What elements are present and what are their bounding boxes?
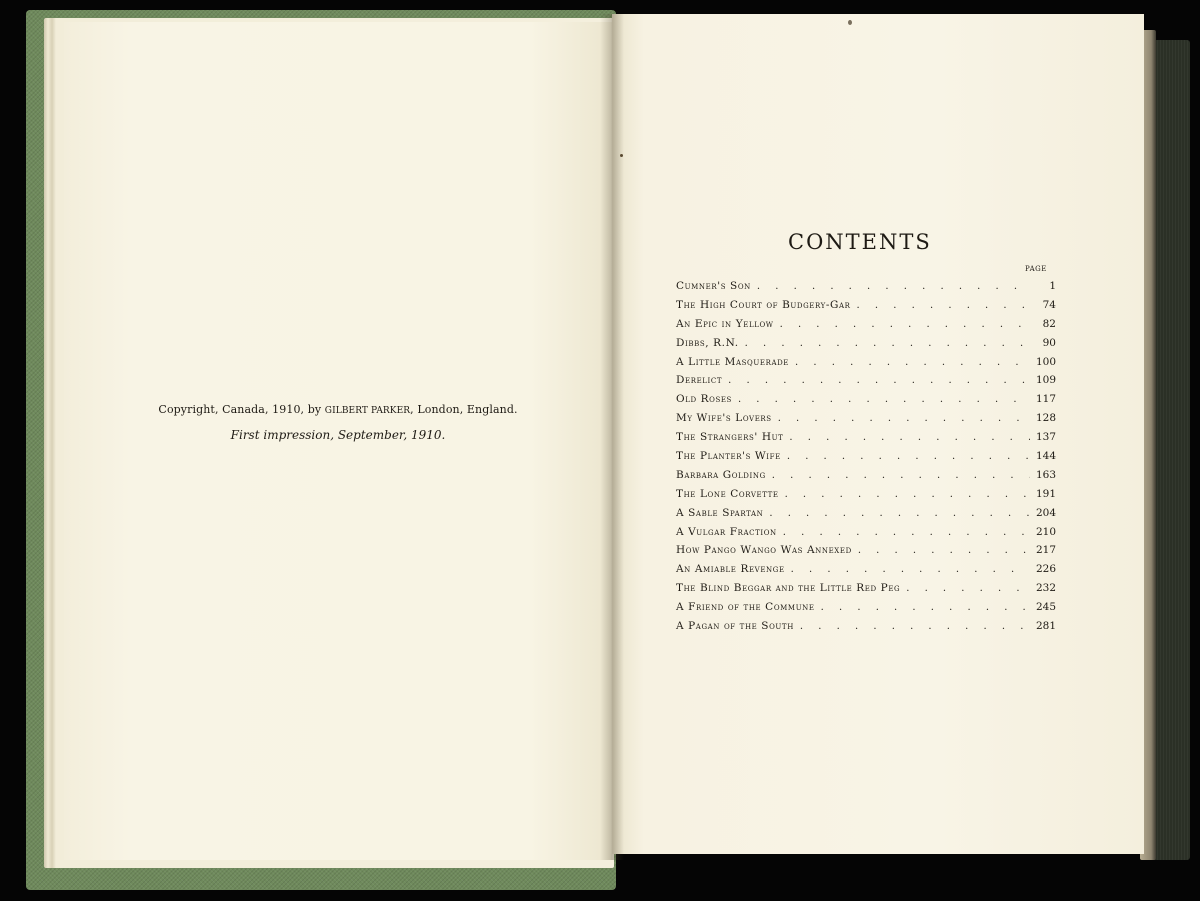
toc-entry-page: 82 [1042,317,1056,330]
toc-leader-dots [787,451,1030,462]
toc-entry-title: The Planter's Wife [676,450,781,463]
toc-entry [676,469,1056,488]
toc-entry-title: The Strangers' Hut [676,431,784,444]
toc-leader-dots [783,527,1030,538]
toc-entry [676,412,1056,431]
toc-leader-dots [857,300,1030,311]
toc-entry-page: 217 [1036,544,1057,557]
toc-leader-dots [738,394,1030,405]
toc-entry-page: 210 [1036,525,1057,538]
toc-entry-title: The High Court of Budgery-Gar [676,298,851,311]
toc-leader-dots [780,319,1030,330]
toc-entry-page: 191 [1036,487,1057,500]
toc-entry-title: Dibbs, R.N. [676,336,739,349]
toc-leader-dots [745,338,1030,349]
toc-entry-title: An Epic in Yellow [676,317,774,330]
toc-leader-dots [791,564,1030,575]
toc-entry [676,299,1056,318]
toc-entry-title: A Pagan of the South [676,620,794,633]
toc-entry [676,582,1056,601]
toc-entry-title: How Pango Wango Was Annexed [676,544,852,557]
toc-entry-title: The Lone Corvette [676,487,779,500]
toc-leader-dots [778,413,1030,424]
toc-entry-title: A Sable Spartan [676,506,764,519]
toc-entry-title: Derelict [676,374,723,387]
toc-entry-page: 74 [1042,298,1056,311]
copyright-line [64,403,612,416]
book-gutter [600,14,624,860]
toc-entry-page: 90 [1042,336,1056,349]
toc-entry-title: The Blind Beggar and the Little Red Peg [676,582,901,595]
copyright-prefix: Copyright, Canada, 1910, by [158,403,325,416]
toc-entry-page: 226 [1036,563,1057,576]
toc-leader-dots [757,281,1030,292]
toc-entry-page: 144 [1036,450,1057,463]
copyright-author: GILBERT PARKER [324,406,411,416]
toc-entry-title: An Amiable Revenge [676,563,785,576]
toc-entry-page: 117 [1036,393,1057,406]
toc-entry [676,374,1056,393]
toc-entry-title: A Vulgar Fraction [676,525,777,538]
toc-entry [676,563,1056,582]
table-of-contents [676,280,1056,639]
toc-leader-dots [800,621,1030,632]
toc-entry-page: 163 [1036,468,1057,481]
toc-entry-title: A Friend of the Commune [676,601,815,614]
toc-entry [676,544,1056,563]
toc-leader-dots [858,545,1030,556]
toc-entry [676,488,1056,507]
paper-speck [848,20,852,25]
right-page [612,14,1144,854]
toc-entry-page: 204 [1036,506,1057,519]
copyright-suffix: , London, England. [410,403,518,416]
toc-entry [676,431,1056,450]
toc-entry-page: 109 [1036,374,1057,387]
contents-heading: CONTENTS [788,230,932,254]
toc-entry-page: 100 [1036,355,1057,368]
toc-leader-dots [821,602,1030,613]
toc-entry-page: 1 [1049,280,1056,292]
toc-leader-dots [795,357,1030,368]
toc-entry-page: 128 [1036,412,1057,425]
toc-entry [676,450,1056,469]
toc-entry-page: 245 [1036,601,1057,614]
toc-leader-dots [772,470,1030,481]
toc-leader-dots [785,489,1030,500]
toc-entry-page: 232 [1036,582,1057,595]
toc-leader-dots [769,508,1030,519]
toc-entry [676,507,1056,526]
toc-entry-title: Old Roses [676,393,732,406]
toc-entry [676,318,1056,337]
toc-entry [676,620,1056,639]
left-page [64,22,612,860]
toc-entry-page: 281 [1036,620,1057,633]
toc-entry-title: Barbara Golding [676,468,766,481]
toc-entry-title: My Wife's Lovers [676,412,772,425]
toc-entry-page: 137 [1036,431,1057,444]
toc-entry [676,601,1056,620]
toc-entry [676,526,1056,545]
toc-entry [676,356,1056,375]
toc-entry [676,393,1056,412]
toc-leader-dots [906,583,1030,594]
page-column-label: PAGE [1025,265,1047,273]
toc-entry [676,337,1056,356]
first-impression-line: First impression, September, 1910. [230,428,446,442]
toc-entry-title: Cumner's Son [676,280,751,292]
toc-entry [676,280,1056,299]
toc-leader-dots [789,432,1030,443]
toc-entry-title: A Little Masquerade [676,355,790,368]
toc-leader-dots [728,375,1030,386]
